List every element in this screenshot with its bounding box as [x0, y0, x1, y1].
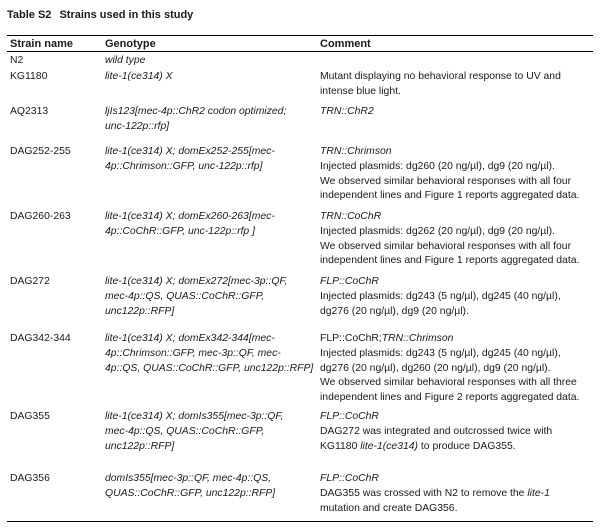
comment-line: intense blue light.: [320, 85, 401, 97]
genotype-line: unc122p::RFP]: [105, 305, 175, 317]
genotype-line: mec-4p::QS, QUAS::CoChR::GFP,: [105, 425, 265, 437]
comment-line: We observed similar behavioral responses with all four: [320, 175, 572, 187]
comment-line: TRN::ChR2: [320, 106, 374, 117]
genotype-line: QUAS::CoChR::GFP, unc122p::RFP]: [105, 487, 276, 499]
genotype-line: lite-1(ce314) X; domEx272[mec-3p::QF,: [105, 276, 288, 287]
genotype-line: lite-1(ce314) X; domEx252-255[mec-: [105, 146, 275, 157]
genotype-cell: [105, 275, 310, 319]
comment-line: mutation and create DAG356.: [320, 502, 458, 514]
genotype-line: lite-1(ce314) X; domEx260-263[mec-: [105, 211, 275, 222]
comment-cell: [320, 472, 592, 516]
strain-name-cell: DAG272: [10, 276, 50, 287]
genotype-cell: [105, 210, 310, 240]
header-comment: Comment: [320, 38, 371, 50]
strain-name-cell: DAG260-263: [10, 211, 71, 222]
genotype-line: wild type: [105, 55, 146, 66]
genotype-line: ljIs123[mec-4p::ChR2 codon optimized;: [105, 106, 287, 117]
genotype-line: lite-1(ce314) X; domIs355[mec-3p::QF,: [105, 411, 284, 422]
comment-cell: [320, 70, 592, 100]
table-number: Table S2: [7, 9, 52, 21]
table-title: Strains used in this study: [59, 9, 194, 21]
genotype-line: 4p::QS, QUAS::CoChR::GFP, unc122p::RFP]: [105, 362, 314, 374]
comment-line: FLP::CoChR: [320, 411, 379, 422]
strain-name-cell: DAG342-344: [10, 333, 71, 344]
comment-line: DAG272 was integrated and outcrossed twice with: [320, 425, 553, 437]
comment-line: DAG355 was crossed with N2 to remove the lite-1: [320, 487, 550, 499]
comment-line: Injected plasmids: dg243 (5 ng/µl), dg245 (40 ng/µl),: [320, 290, 561, 302]
genotype-cell: [105, 472, 310, 502]
comment-cell: [320, 145, 592, 204]
genotype-line: 4p::CoChR::GFP, unc-122p::rfp ]: [105, 225, 255, 237]
comment-line: FLP::CoChR;TRN::Chrimson: [320, 333, 454, 344]
genotype-cell: [105, 145, 310, 175]
strain-name-cell: DAG252-255: [10, 146, 71, 157]
comment-line: independent lines and Figure 1 reports aggregated data.: [320, 255, 580, 267]
genotype-line: mec-4p::QS, QUAS::CoChR::GFP,: [105, 290, 265, 302]
comment-line: Mutant displaying no behavioral response to UV and: [320, 71, 561, 82]
comment-line: Injected plasmids: dg260 (20 ng/µl), dg9 (20 ng/µl).: [320, 160, 555, 172]
comment-line: Injected plasmids: dg262 (20 ng/µl), dg9 (20 ng/µl).: [320, 225, 555, 237]
comment-cell: [320, 105, 592, 120]
genotype-cell: [105, 70, 310, 85]
genotype-line: domIs355[mec-3p::QF, mec-4p::QS,: [105, 473, 272, 484]
comment-line: We observed similar behavioral responses with all four: [320, 240, 572, 252]
table-caption: [7, 9, 193, 21]
comment-line: KG1180 lite-1(ce314) to produce DAG355.: [320, 440, 516, 452]
table-top-rule: [7, 35, 593, 36]
genotype-cell: [105, 410, 310, 454]
genotype-line: unc122p::RFP]: [105, 440, 175, 452]
comment-cell: [320, 332, 592, 406]
strain-name-cell: KG1180: [10, 71, 48, 82]
comment-line: dg276 (20 ng/µl), dg9 (20 ng/µl).: [320, 305, 469, 317]
comment-line: FLP::CoChR: [320, 473, 379, 484]
comment-cell: [320, 210, 592, 269]
genotype-line: 4p::Chrimson::GFP, mec-3p::QF, mec-: [105, 347, 281, 359]
genotype-line: unc-122p::rfp]: [105, 120, 170, 132]
comment-cell: [320, 410, 592, 454]
comment-line: dg276 (20 ng/µl), dg260 (20 ng/µl), dg9 (20 ng/µl).: [320, 362, 551, 374]
strain-name-cell: DAG356: [10, 473, 50, 484]
header-genotype: Genotype: [105, 38, 156, 50]
comment-line: We observed similar behavioral responses with all three: [320, 377, 577, 389]
comment-line: independent lines and Figure 1 reports aggregated data.: [320, 190, 580, 202]
genotype-line: lite-1(ce314) X: [105, 71, 173, 82]
genotype-cell: [105, 54, 310, 69]
table-header-rule: [7, 51, 593, 52]
comment-cell: [320, 275, 592, 319]
genotype-line: 4p::Chrimson::GFP, unc-122p::rfp]: [105, 160, 263, 172]
genotype-cell: [105, 105, 310, 135]
table-bottom-rule: [7, 521, 593, 522]
comment-line: TRN::Chrimson: [320, 146, 392, 157]
genotype-cell: [105, 332, 314, 376]
comment-line: independent lines and Figure 2 reports aggregated data.: [320, 392, 580, 404]
strain-name-cell: N2: [10, 55, 24, 66]
comment-line: FLP::CoChR: [320, 276, 379, 287]
comment-line: Injected plasmids: dg243 (5 ng/µl), dg245 (40 ng/µl),: [320, 347, 561, 359]
header-strain-name: Strain name: [10, 38, 73, 50]
genotype-line: lite-1(ce314) X; domEx342-344[mec-: [105, 333, 275, 344]
comment-line: TRN::CoChR: [320, 211, 382, 222]
strain-name-cell: AQ2313: [10, 106, 49, 117]
strain-name-cell: DAG355: [10, 411, 50, 422]
